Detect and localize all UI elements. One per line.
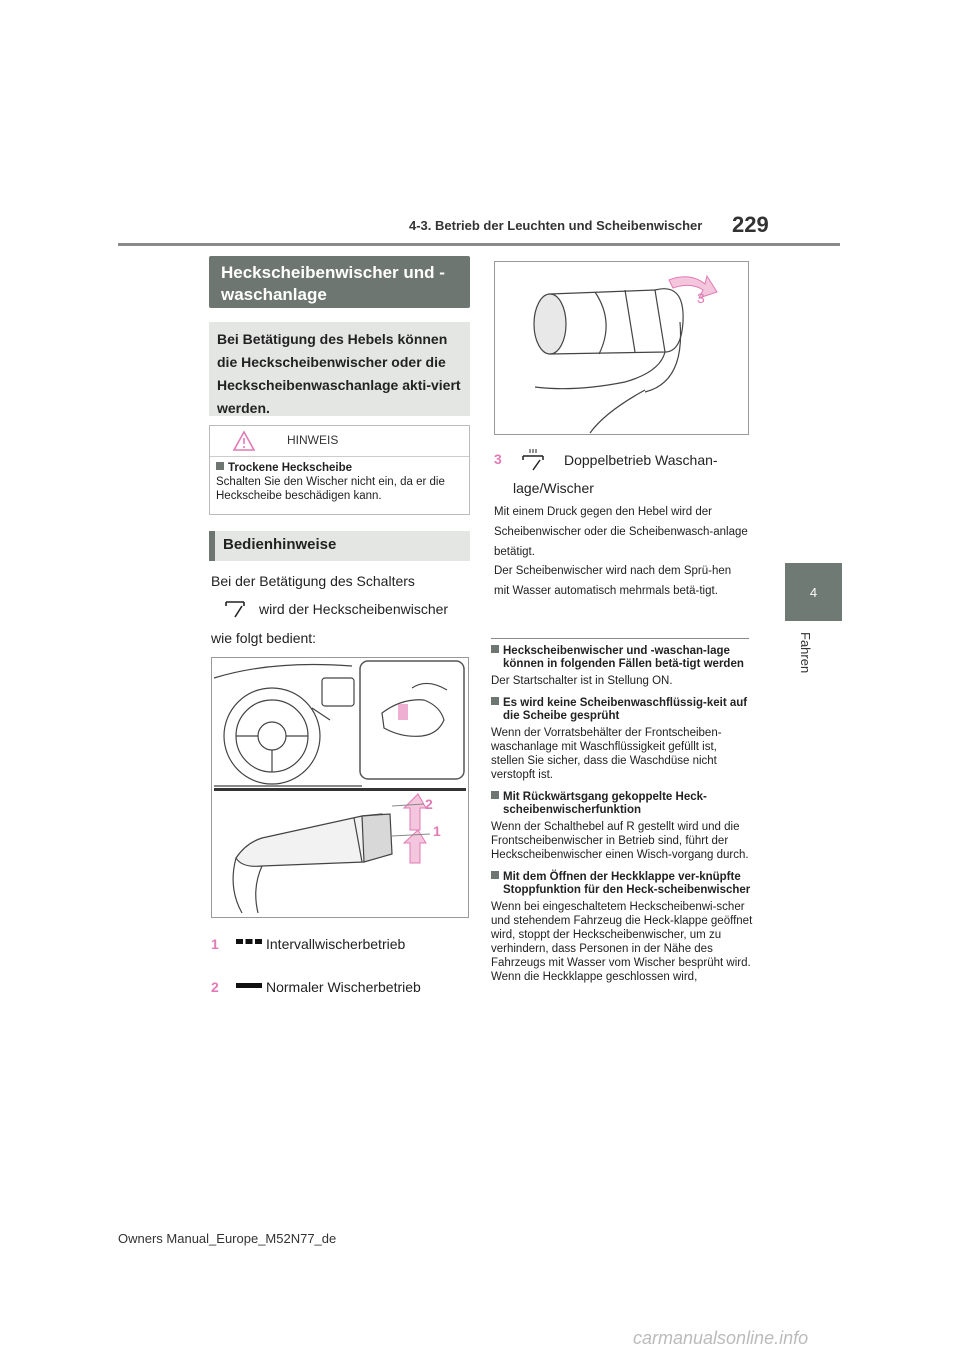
- item-1-number: 1: [211, 936, 219, 952]
- note-item: [491, 791, 753, 862]
- bullet-square-icon: [491, 697, 499, 705]
- item-2-text: Normaler Wischerbetrieb: [266, 979, 421, 995]
- washer-wiper-icon: [520, 448, 546, 472]
- item-1-text: Intervallwischerbetrieb: [266, 936, 406, 952]
- notes-list: [491, 645, 753, 984]
- note-title: Es wird keine Scheibenwaschflüssig-keit auf die Scheibe gesprüht: [503, 697, 748, 722]
- item-3-text-b: lage/Wischer: [513, 480, 594, 496]
- note-title: Heckscheibenwischer und -waschan-lage können in folgenden Fällen betä-tigt werden: [503, 645, 744, 670]
- bullet-square-icon: [491, 791, 499, 799]
- figure-callout-3: 3: [697, 290, 705, 306]
- hand-pushing-lever-illustration: [495, 262, 748, 434]
- item-3-number: 3: [494, 451, 502, 467]
- note-item: [491, 697, 753, 782]
- steering-lever-illustration: [212, 658, 468, 917]
- bullet-square-icon: [491, 645, 499, 653]
- note-label: HINWEIS: [287, 433, 339, 447]
- paragraph-2: Der Scheibenwischer wird nach dem Sprü-hen mit Wasser automatisch mehrmals betä-tigt.: [494, 565, 732, 597]
- item-3-text-a: Doppelbetrieb Waschan-: [564, 452, 718, 468]
- note-item: [491, 645, 753, 688]
- note-body: [210, 457, 469, 507]
- note-text: Wenn der Schalthebel auf R gestellt wird und die Frontscheibenwischer in Betrieb sind, führt der Heckscheibenwischer einen Wisch-vorgang durch.: [491, 821, 749, 861]
- note-text: Wenn der Vorratsbehälter der Frontscheiben-waschanlage mit Waschflüssigkeit gefüllt ist, stellen Sie sicher, dass die Waschdüse nicht verstopft ist.: [491, 727, 722, 781]
- usage-text-2: wird der Heckscheibenwischer: [259, 601, 449, 617]
- note-text: Der Startschalter ist in Stellung ON.: [491, 675, 673, 687]
- watermark: carmanualsonline.info: [633, 1328, 809, 1348]
- chapter-side-label: [789, 628, 837, 678]
- note-subtitle: Trockene Heckscheibe: [216, 461, 463, 475]
- warning-icon: [232, 430, 256, 452]
- note-text: Wenn bei eingeschaltetem Heckscheibenwi-scher und stehendem Fahrzeug die Heck-klappe geöffnet wird, stoppt der Heckscheibenwischer, um zu verhindern, dass Personen in der Nähe des Fahrzeugs mit Wasser vom Wischer besprüht wird. Wenn die Heckklappe geschlossen wird,: [491, 901, 753, 983]
- rear-wiper-icon: [224, 598, 246, 620]
- lever-figure: [211, 657, 469, 918]
- section-title: 4-3. Betrieb der Leuchten und Scheibenwischer: [409, 218, 703, 233]
- paragraph-1: Mit einem Druck gegen den Hebel wird der Scheibenwischer oder die Scheibenwasch-anlage betätigt.: [494, 506, 748, 558]
- note-box: [209, 425, 470, 515]
- normal-wipe-icon: [236, 983, 262, 989]
- note-item: [491, 871, 753, 984]
- note-title: Mit dem Öffnen der Heckklappe ver-knüpfte Stoppfunktion für den Heck-scheibenwischer: [503, 871, 751, 896]
- hand-lever-figure: [494, 261, 749, 435]
- usage-text-3: wie folgt bedient:: [211, 630, 317, 646]
- figure-callout-2: 2: [425, 796, 433, 812]
- section-heading: Heckscheibenwischer und -waschanlage: [209, 256, 470, 308]
- figure-callout-1: 1: [433, 823, 441, 839]
- note-text: Schalten Sie den Wischer nicht ein, da er die Heckscheibe beschädigen kann.: [216, 476, 445, 502]
- item-2-number: 2: [211, 979, 219, 995]
- note-title: Mit Rückwärtsgang gekoppelte Heck-scheibenwischerfunktion: [503, 791, 707, 816]
- subsection-heading: Bedienhinweise: [209, 531, 470, 561]
- footer-text: Owners Manual_Europe_M52N77_de: [118, 1231, 337, 1246]
- usage-text-1: Bei der Betätigung des Schalters: [211, 573, 415, 589]
- chapter-tab: 4: [785, 563, 842, 621]
- header-rule: [118, 243, 840, 246]
- chapter-label: Fahren: [798, 632, 813, 674]
- intro-box: Bei Betätigung des Hebels können die Heckscheibenwischer oder die Heckscheibenwaschanlage akti-viert werden.: [209, 322, 470, 416]
- bullet-square-icon: [216, 462, 224, 470]
- notes-divider: [491, 638, 749, 639]
- note-header: [210, 426, 469, 457]
- page-number: 229: [732, 212, 769, 237]
- bullet-square-icon: [491, 871, 499, 879]
- intermittent-wipe-icon: [236, 939, 262, 945]
